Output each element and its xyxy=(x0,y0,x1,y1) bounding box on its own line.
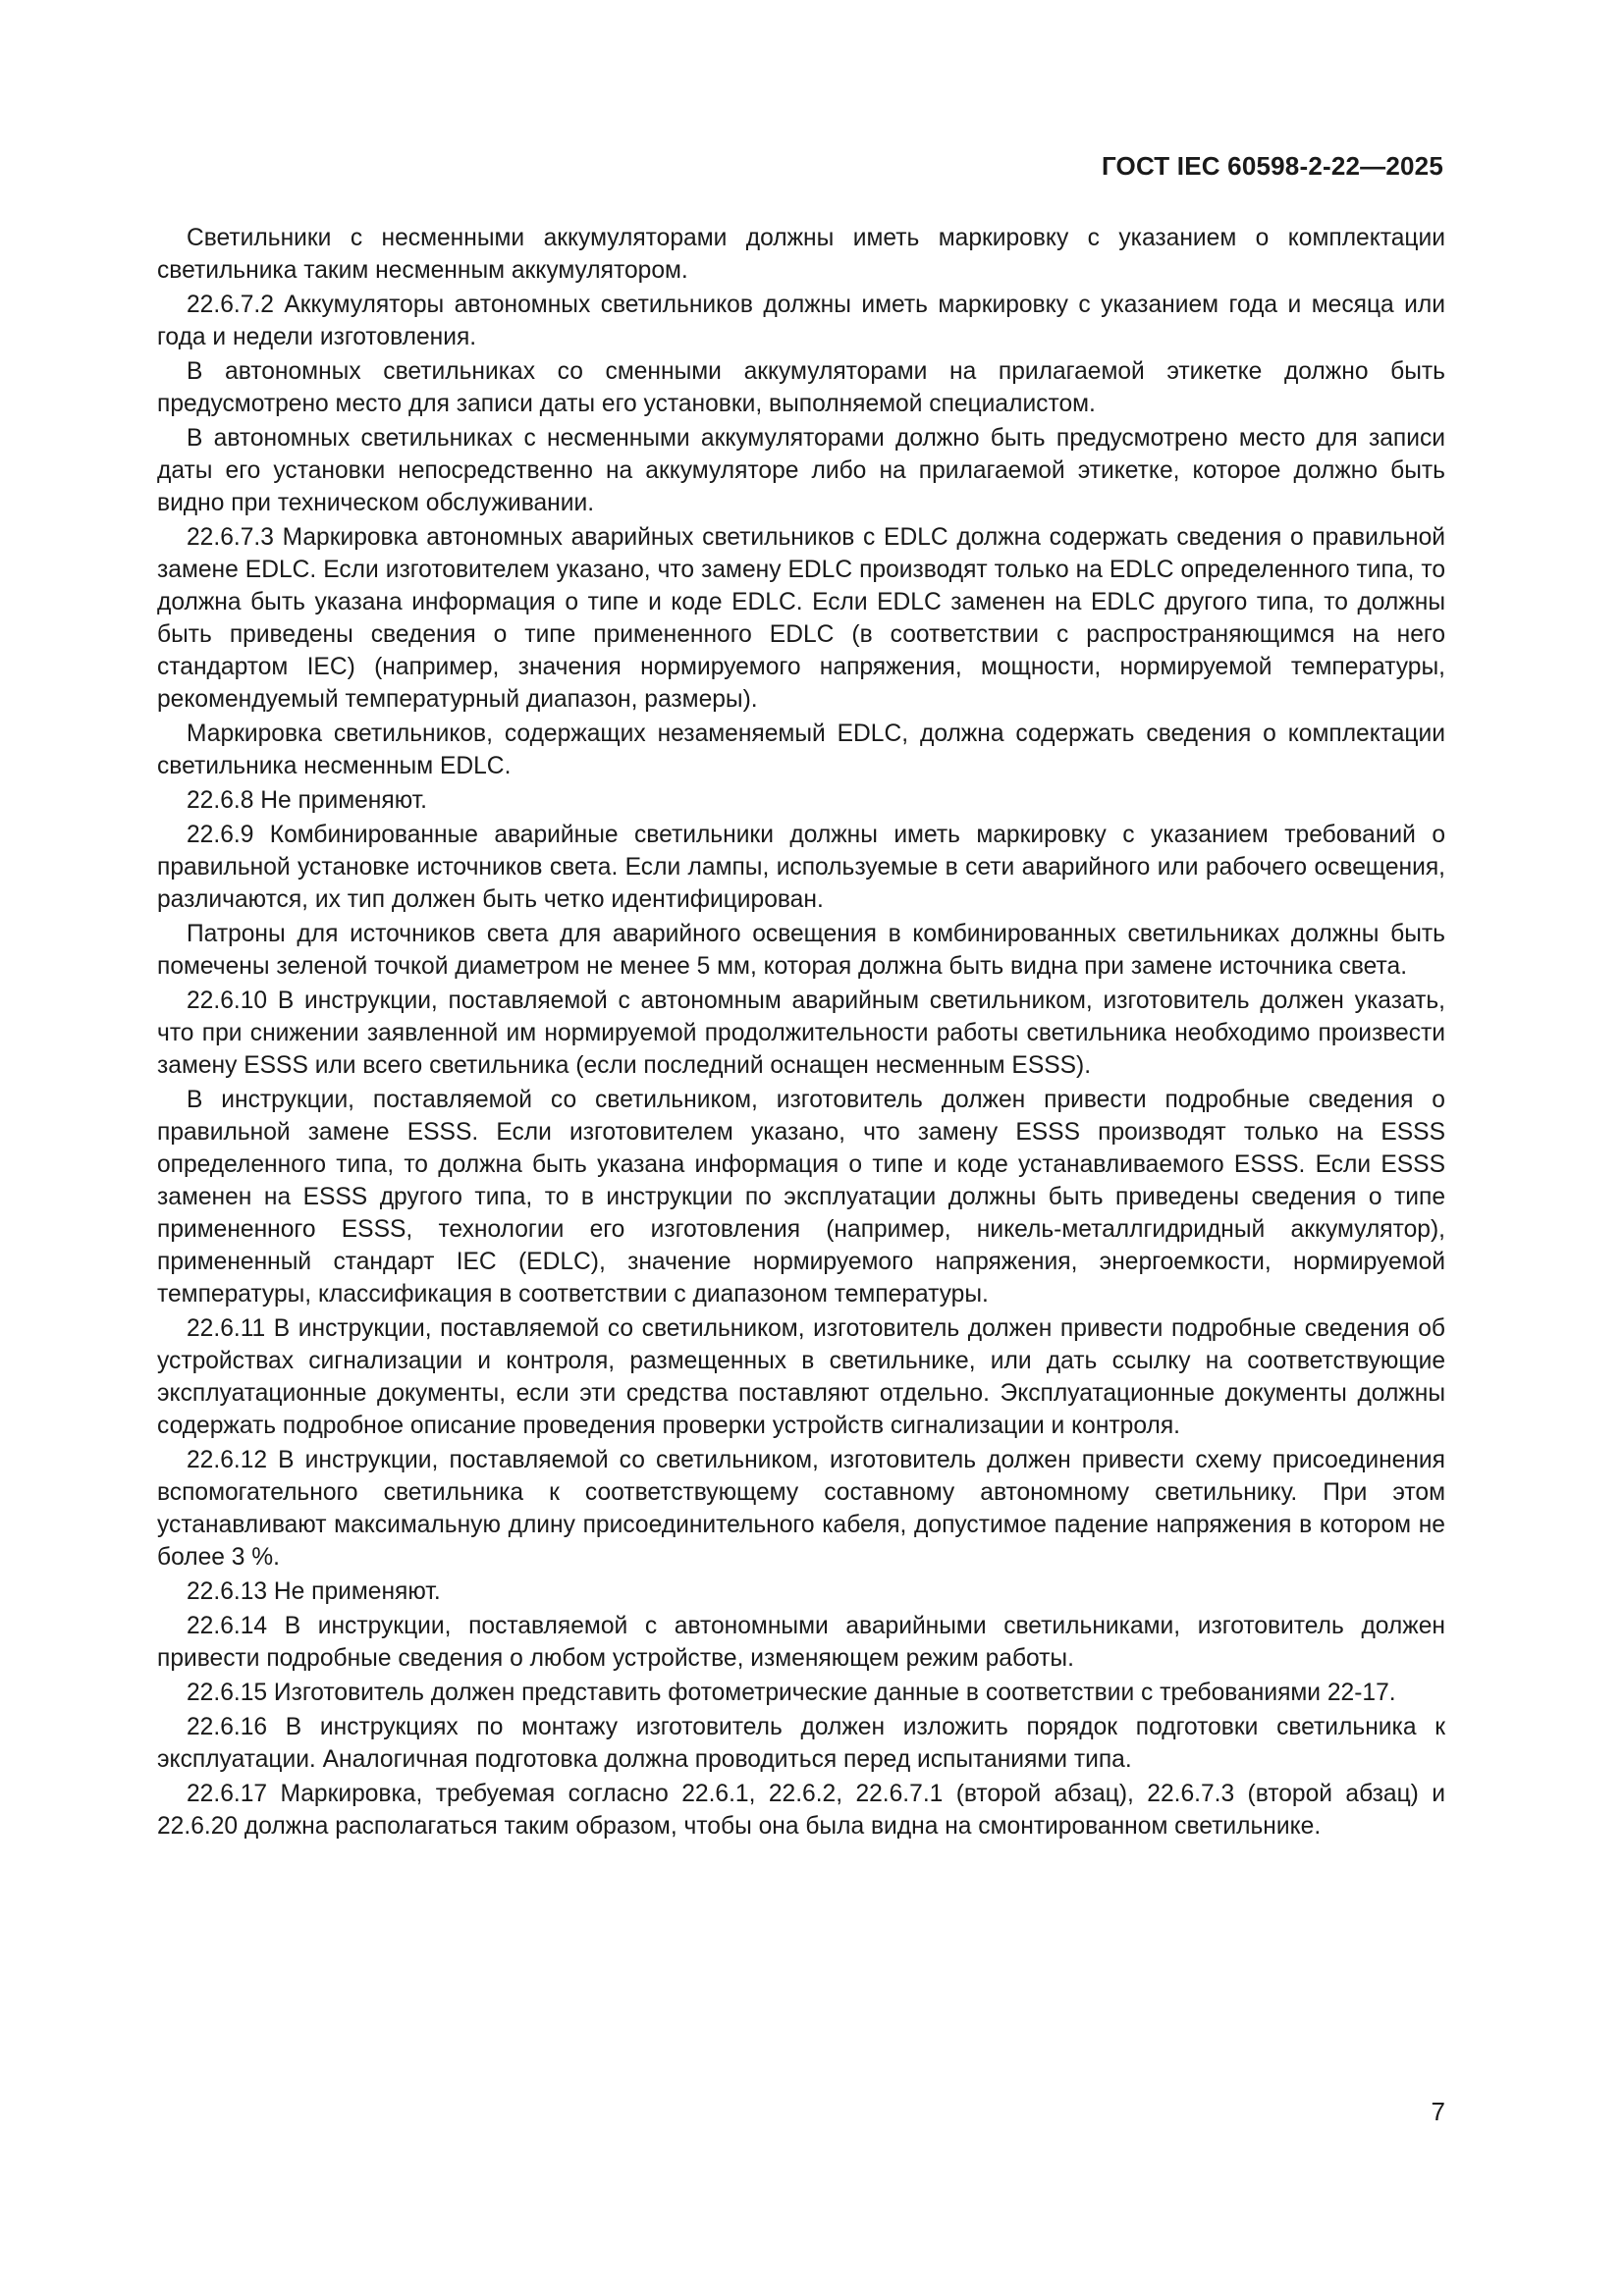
paragraph: Маркировка светильников, содержащих незаменяемый EDLC, должна содержать сведения о комплектации светильника несменным EDLC. xyxy=(157,721,1445,779)
paragraph: 22.6.12 В инструкции, поставляемой со светильником, изготовитель должен привести схему присоединения вспомогательного светильника к соответствующему составному автономному светильнику. При этом устанавливают максимальную длину присоединительного кабеля, допустимое падение напряжения в котором не более 3 %. xyxy=(157,1447,1445,1571)
paragraph: 22.6.9 Комбинированные аварийные светильники должны иметь маркировку с указанием требований о правильной установке источников света. Если лампы, используемые в сети аварийного или рабочего освещения, различаются, их тип должен быть четко идентифицирован. xyxy=(157,822,1445,913)
paragraph: 22.6.10 В инструкции, поставляемой с автономным аварийным светильником, изготовитель должен указать, что при снижении заявленной им нормируемой продолжительности работы светильника необходимо произвести замену ESSS или всего светильника (если последний оснащен несменным ESSS). xyxy=(157,988,1445,1079)
paragraph: Светильники с несменными аккумуляторами должны иметь маркировку с указанием о комплектации светильника таким несменным аккумулятором. xyxy=(157,225,1445,284)
paragraph: 22.6.15 Изготовитель должен представить фотометрические данные в соответствии с требованиями 22-17. xyxy=(187,1680,1396,1706)
paragraph: В инструкции, поставляемой со светильником, изготовитель должен привести подробные сведения о правильной замене ESSS. Если изготовителем указано, что замену ESSS производят только на ESSS определенного типа, то должна быть указана информация о типе и коде устанавливаемого ESSS. Если ESSS заменен на ESSS другого типа, то в инструкции по эксплуатации должны быть приведены сведения о типе примененного ESSS, технологии его изготовления (например, никель-металлгидридный аккумулятор), примененный стандарт IEC (EDLC), значение нормируемого напряжения, энергоемкости, нормируемой температуры, классификация в соответствии с диапазоном температуры. xyxy=(157,1087,1445,1308)
paragraph: 22.6.8 Не применяют. xyxy=(187,787,427,814)
paragraph: 22.6.14 В инструкции, поставляемой с автономными аварийными светильниками, изготовитель должен привести подробные сведения о любом устройстве, изменяющем режим работы. xyxy=(157,1613,1445,1672)
paragraph: 22.6.11 В инструкции, поставляемой со светильником, изготовитель должен привести подробные сведения об устройствах сигнализации и контроля, размещенных в светильнике, или дать ссылку на соответствующие эксплуатационные документы, если эти средства поставляют отдельно. Эксплуатационные документы должны содержать подробное описание проведения проверки устройств сигнализации и контроля. xyxy=(157,1315,1445,1439)
document-body xyxy=(157,222,1445,1844)
paragraph: В автономных светильниках со сменными аккумуляторами на прилагаемой этикетке должно быть предусмотрено место для записи даты его установки, выполняемой специалистом. xyxy=(157,358,1445,417)
paragraph: 22.6.7.2 Аккумуляторы автономных светильников должны иметь маркировку с указанием года и месяца или года и недели изготовления. xyxy=(157,292,1445,350)
paragraph: 22.6.7.3 Маркировка автономных аварийных светильников с EDLC должна содержать сведения о правильной замене EDLC. Если изготовителем указано, что замену EDLC производят только на EDLC определенного типа, то должна быть указана информация о типе и коде EDLC. Если EDLC заменен на EDLC другого типа, то должны быть приведены сведения о типе примененного EDLC (в соответствии с распространяющимся на него стандартом IEC) (например, значения нормируемого напряжения, мощности, нормируемой температуры, рекомендуемый температурный диапазон, размеры). xyxy=(157,524,1445,713)
paragraph: В автономных светильниках с несменными аккумуляторами должно быть предусмотрено место для записи даты его установки непосредственно на аккумуляторе либо на прилагаемой этикетке, которое должно быть видно при техническом обслуживании. xyxy=(157,425,1445,516)
page-number: 7 xyxy=(1431,2097,1445,2126)
document-code-header: ГОСТ IEC 60598-2-22—2025 xyxy=(1101,151,1443,181)
paragraph: 22.6.17 Маркировка, требуемая согласно 22.6.1, 22.6.2, 22.6.7.1 (второй абзац), 22.6.7.3 (второй абзац) и 22.6.20 должна располагаться таким образом, чтобы она была видна на смонтированном светильнике. xyxy=(157,1781,1445,1840)
paragraph: 22.6.13 Не применяют. xyxy=(187,1578,441,1605)
paragraph: Патроны для источников света для аварийного освещения в комбинированных светильниках должны быть помечены зеленой точкой диаметром не менее 5 мм, которая должна быть видна при замене источника света. xyxy=(157,921,1445,980)
paragraph: 22.6.16 В инструкциях по монтажу изготовитель должен изложить порядок подготовки светильника к эксплуатации. Аналогичная подготовка должна проводиться перед испытаниями типа. xyxy=(157,1714,1445,1773)
